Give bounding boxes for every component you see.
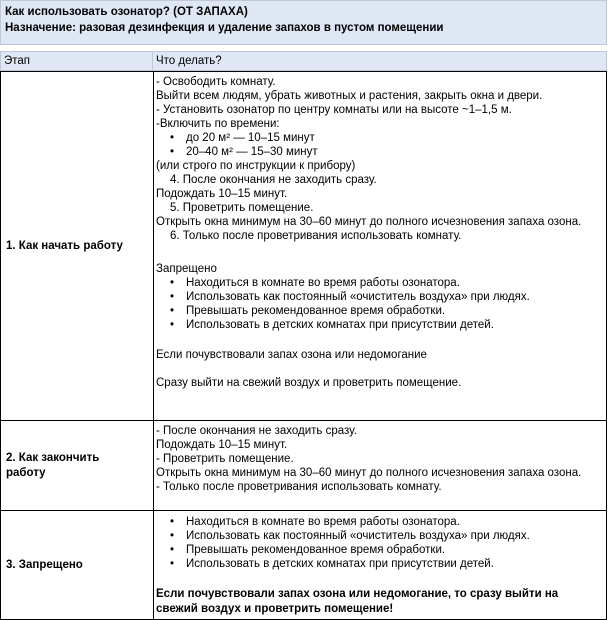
bullet-item: • Использовать в детских комнатах при присутствии детей. <box>186 557 494 571</box>
text-line: Выйти всем людям, убрать животных и растения, закрыть окна и двери. <box>156 90 543 102</box>
text-line: - Освободить комнату. <box>156 76 276 88</box>
action-cell <box>153 72 606 420</box>
section-heading: Запрещено <box>156 263 217 275</box>
table-row-start <box>0 71 607 421</box>
bullet-item: • 20–40 м² — 15–30 минут <box>186 145 318 159</box>
text-line: Сразу выйти на свежий воздух и проветрить помещение. <box>156 377 462 389</box>
text-line: Если почувствовали запах озона или недомогание <box>156 349 427 361</box>
column-header-action-label: Что делать? <box>156 55 222 67</box>
table-row-forbidden <box>0 510 607 620</box>
text-line: - Проветрить помещение. <box>156 453 294 465</box>
purpose-line: Назначение: разовая дезинфекция и удаление запахов в пустом помещении <box>5 22 444 34</box>
bullet-item: • Использовать в детских комнатах при присутствии детей. <box>186 318 494 332</box>
bullet-item: • Превышать рекомендованное время обработки. <box>186 304 445 318</box>
text-line: Открыть окна минимум на 30–60 минут до полного исчезновения запаха озона. <box>156 467 582 479</box>
stage-cell <box>1 72 154 420</box>
bullet-item: • Использовать как постоянный «очиститель воздуха» при людях. <box>186 529 530 543</box>
bullet-item: • до 20 м² — 10–15 минут <box>186 131 315 145</box>
action-cell <box>153 511 606 619</box>
bullet-item: • Использовать как постоянный «очиститель воздуха» при людях. <box>186 290 530 304</box>
column-header-stage <box>0 51 153 71</box>
warning-text: Если почувствовали запах озона или недомогание, то сразу выйти на <box>156 588 559 600</box>
stage-cell <box>1 421 154 510</box>
text-line: -Включить по времени: <box>156 118 280 130</box>
text-line: Открыть окна минимум на 30–60 минут до полного исчезновения запаха озона. <box>156 216 582 228</box>
bullet-item: • Находиться в комнате во время работы озонатора. <box>186 276 460 290</box>
text-line: - Установить озонатор по центру комнаты или на высоте ~1–1,5 м. <box>156 104 512 116</box>
document-title: Как использовать озонатор? (ОТ ЗАПАХА) <box>5 6 248 18</box>
title-block <box>0 0 607 45</box>
text-line: - Только после проветривания использовать комнату. <box>156 481 442 493</box>
numbered-item: 6. Только после проветривания использовать комнату. <box>170 230 462 242</box>
warning-text: свежий воздух и проветрить помещение! <box>156 603 394 615</box>
text-line: Подождать 10–15 минут. <box>156 188 288 200</box>
numbered-item: 5. Проветрить помещение. <box>170 202 314 214</box>
stage-label: 3. Запрещено <box>6 558 83 571</box>
bullet-item: • Превышать рекомендованное время обработки. <box>186 543 445 557</box>
stage-label: 1. Как начать работу <box>6 239 123 252</box>
action-cell <box>153 421 606 510</box>
text-line: (или строго по инструкции к прибору) <box>156 160 356 172</box>
column-header-action <box>152 51 607 71</box>
stage-label: 2. Как закончить работу <box>6 451 100 479</box>
stage-cell <box>1 511 154 619</box>
text-line: Подождать 10–15 минут. <box>156 439 288 451</box>
table-row-finish <box>0 420 607 511</box>
column-header-stage-label: Этап <box>4 55 31 67</box>
numbered-item: 4. После окончания не заходить сразу. <box>170 174 377 186</box>
text-line: - После окончания не заходить сразу. <box>156 425 357 437</box>
bullet-item: • Находиться в комнате во время работы озонатора. <box>186 515 460 529</box>
